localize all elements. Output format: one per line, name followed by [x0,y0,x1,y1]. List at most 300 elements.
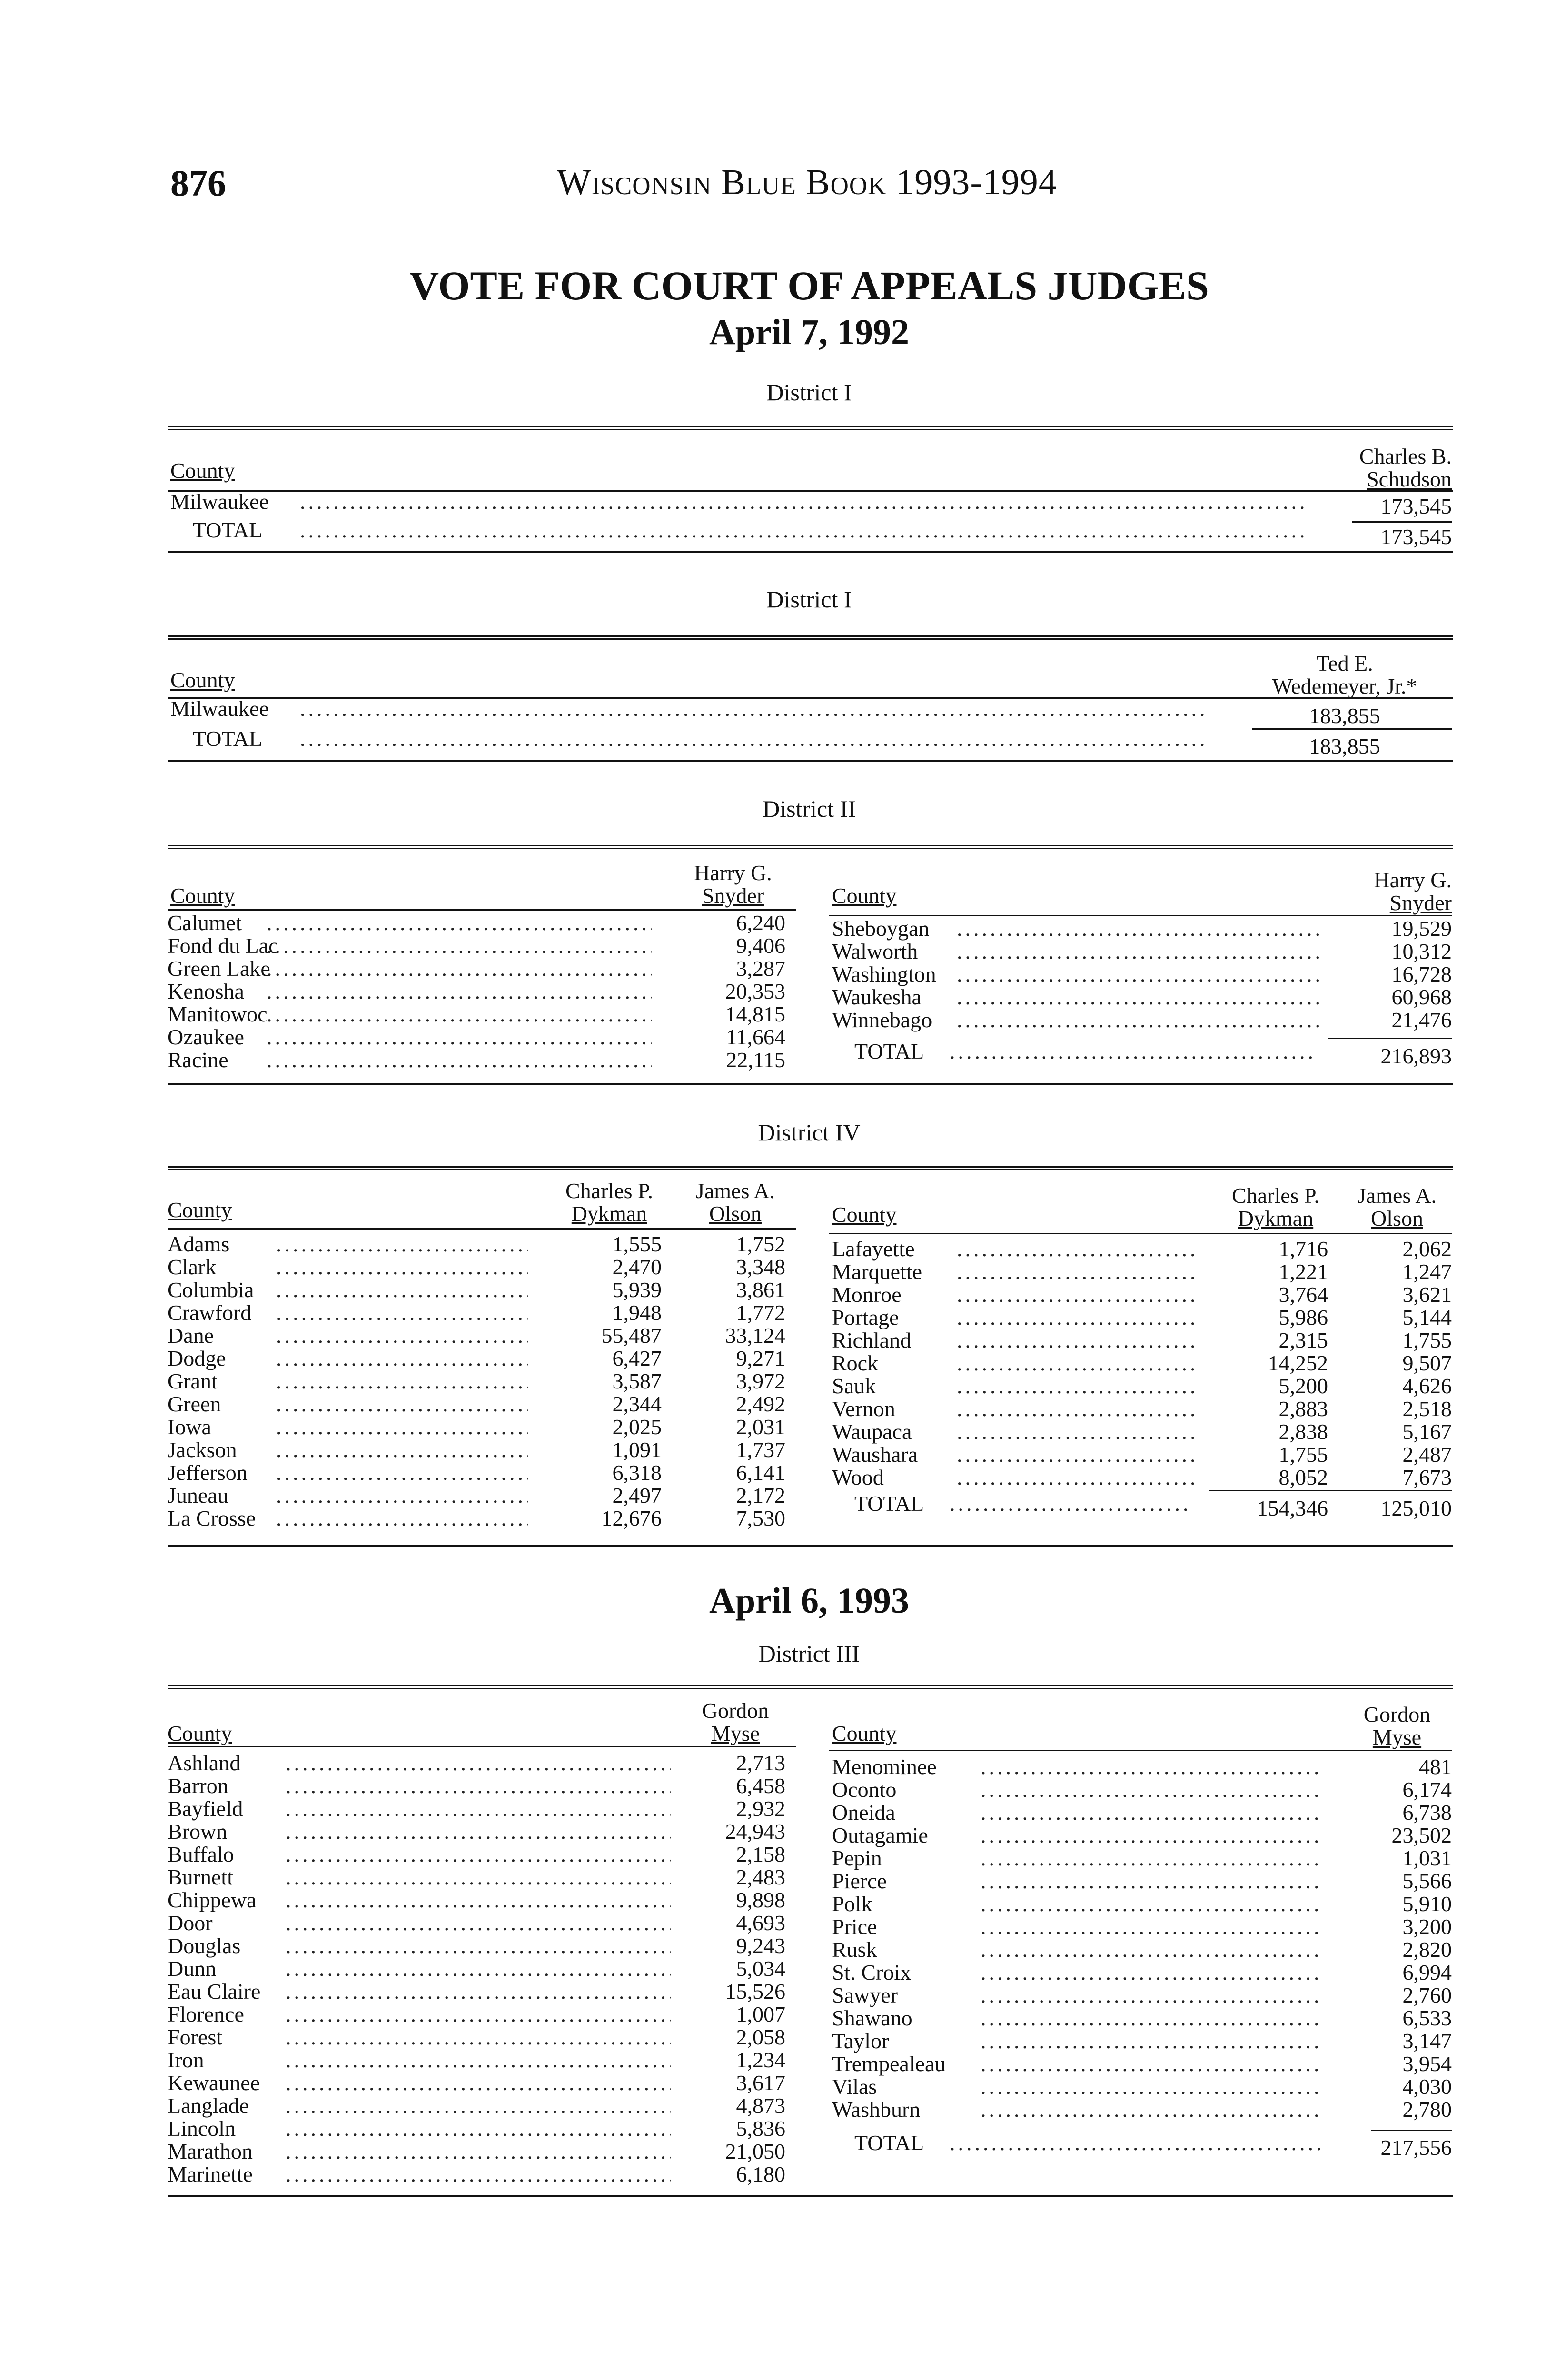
election-date-1993: April 6, 1993 [709,1581,910,1621]
county-name: Green [168,1392,221,1416]
dot-leader [957,1375,1195,1398]
total-label: TOTAL [854,1491,924,1516]
vote-count-dykman: 12,676 [601,1506,662,1530]
county-name: Calumet [168,911,242,935]
vote-count: 2,780 [1402,2097,1452,2122]
vote-count-olson: 9,507 [1402,1351,1452,1375]
dot-leader [286,1957,671,1980]
vote-count-olson: 2,172 [736,1483,785,1507]
dot-leader [286,1980,671,2003]
county-name: St. Croix [832,1960,912,1984]
dot-leader [981,2007,1323,2030]
county-name: Washington [832,962,936,986]
dot-leader [981,1755,1323,1778]
vote-count-olson: 7,530 [736,1506,785,1530]
vote-count: 4,030 [1402,2074,1452,2099]
county-name: Lafayette [832,1237,915,1261]
county-name: Burnett [168,1865,233,1889]
dot-leader [981,1915,1323,1938]
county-name: Adams [168,1232,230,1256]
vote-count-dykman: 55,487 [601,1323,662,1348]
candidate-name: Olson [1371,1206,1423,1230]
county-name: Taylor [832,2029,889,2053]
county-name: Monroe [832,1282,902,1307]
county-name: Forest [168,2025,222,2049]
vote-count-olson: 2,518 [1402,1397,1452,1421]
dot-leader [981,1870,1323,1893]
vote-count-olson: 4,626 [1402,1374,1452,1398]
dot-leader [276,1233,528,1256]
county-name: Vilas [832,2074,877,2099]
vote-count: 14,815 [725,1002,785,1026]
county-name: Richland [832,1328,912,1352]
county-name: Pepin [832,1846,882,1870]
vote-count-dykman: 1,755 [1278,1442,1328,1467]
county-name: Crawford [168,1300,252,1325]
county-name: Vernon [832,1397,895,1421]
candidate-name: Harry G. [1374,868,1452,892]
county-name: Chippewa [168,1888,257,1912]
vote-count: 2,820 [1402,1937,1452,1962]
dot-leader [981,1824,1323,1847]
dot-leader [286,1797,671,1820]
dot-leader [276,1461,528,1484]
table-bottom-rule [168,551,1453,553]
vote-count: 173,545 [1380,494,1452,518]
dot-leader [981,1893,1323,1915]
vote-count: 5,566 [1402,1869,1452,1893]
table-bottom-rule [168,760,1453,762]
county-name: Sheboygan [832,916,930,941]
district-heading: District IV [758,1119,861,1146]
dot-leader [957,963,1323,986]
vote-count: 16,728 [1391,962,1452,986]
vote-count: 20,353 [725,979,785,1003]
candidate-name: Dykman [571,1201,647,1226]
vote-count: 1,234 [736,2048,785,2072]
dot-leader [276,1438,528,1461]
vote-count-dykman: 14,252 [1268,1351,1328,1375]
dot-leader [276,1484,528,1507]
candidate-name: Schudson [1367,467,1452,491]
vote-count-olson: 1,737 [736,1438,785,1462]
vote-count-olson: 7,673 [1402,1465,1452,1489]
vote-count: 2,483 [736,1865,785,1889]
vote-count: 481 [1419,1755,1452,1779]
table-top-rule [168,635,1453,640]
candidate-name: Snyder [1389,891,1452,915]
dot-leader [267,1003,652,1026]
county-name: Milwaukee [170,696,269,721]
dot-leader [286,2140,671,2163]
county-name: Marquette [832,1259,922,1284]
dot-leader [957,1443,1195,1466]
dot-leader [957,1466,1195,1489]
total-votes: 216,893 [1380,1044,1452,1068]
dot-leader [267,1049,652,1071]
vote-count: 5,910 [1402,1892,1452,1916]
candidate-name: James A. [695,1179,775,1203]
county-name: Walworth [832,939,918,963]
dot-leader [957,986,1323,1009]
dot-leader [286,2049,671,2072]
county-name: Bayfield [168,1796,243,1821]
column-header-county: County [832,1202,897,1227]
dot-leader [286,1934,671,1957]
dot-leader [981,1938,1323,1961]
district-heading: District II [763,795,856,822]
column-header-county: County [832,1721,897,1745]
dot-leader [286,2163,671,2186]
dot-leader [957,1352,1195,1375]
county-name: Kenosha [168,979,244,1003]
vote-count: 11,664 [726,1025,785,1049]
page-header [0,162,1546,214]
dot-leader [286,1752,671,1775]
column-header-county: County [832,883,897,908]
total-votes-olson: 125,010 [1380,1496,1452,1520]
vote-count-dykman: 6,427 [612,1346,662,1370]
column-header-county: County [168,1198,232,1222]
vote-count-dykman: 1,716 [1278,1237,1328,1261]
vote-count-olson: 2,492 [736,1392,785,1416]
county-name: Douglas [168,1934,241,1958]
dot-leader [276,1416,528,1438]
vote-count-dykman: 3,764 [1278,1282,1328,1307]
district-heading: District I [766,379,852,406]
dot-leader [981,1984,1323,2007]
county-name: Iowa [168,1415,211,1439]
column-header-county: County [170,883,235,908]
total-label: TOTAL [854,2131,924,2155]
dot-leader [276,1279,528,1301]
dot-leader [957,1238,1195,1260]
county-name: Florence [168,2002,244,2026]
dot-leader [286,2094,671,2117]
candidate-name: Gordon [702,1698,769,1723]
vote-count-dykman: 2,497 [612,1483,662,1507]
dot-leader [957,940,1323,963]
dot-leader [276,1370,528,1393]
dot-leader [267,980,652,1003]
vote-count: 6,174 [1402,1777,1452,1802]
total-label: TOTAL [193,726,263,751]
county-name: Clark [168,1255,217,1279]
candidate-name: James A. [1357,1183,1437,1208]
county-name: Rusk [832,1937,877,1962]
total-label: TOTAL [854,1039,924,1063]
dot-leader [286,1820,671,1843]
county-name: Door [168,1911,213,1935]
candidate-name: Myse [1372,1725,1422,1749]
vote-count: 21,050 [725,2139,785,2163]
candidate-name: Harry G. [694,861,772,885]
dot-leader [276,1256,528,1279]
dot-leader [276,1347,528,1370]
vote-count: 4,693 [736,1911,785,1935]
county-name: Price [832,1914,877,1939]
county-name: Green Lake [168,956,270,981]
vote-count-dykman: 1,221 [1278,1259,1328,1284]
dot-leader [286,1775,671,1797]
vote-count: 5,836 [736,2116,785,2141]
vote-count-olson: 3,348 [736,1255,785,1279]
vote-count-dykman: 2,470 [612,1255,662,1279]
total-votes: 183,855 [1309,734,1380,758]
vote-count-dykman: 2,838 [1278,1419,1328,1444]
page-number: 876 [170,162,226,204]
vote-count: 3,200 [1402,1914,1452,1939]
vote-count: 23,502 [1391,1823,1452,1847]
vote-count: 2,158 [736,1842,785,1866]
county-name: Waupaca [832,1419,912,1444]
vote-count-olson: 1,772 [736,1300,785,1325]
vote-count-olson: 1,247 [1402,1259,1452,1284]
dot-leader [981,1801,1323,1824]
vote-count-dykman: 2,315 [1278,1328,1328,1352]
county-name: Grant [168,1369,218,1393]
county-name: Fond du Lac [168,933,278,958]
vote-count: 21,476 [1391,1008,1452,1032]
column-header-county: County [170,668,235,692]
vote-count-dykman: 6,318 [612,1460,662,1485]
dot-leader [267,957,652,980]
dot-leader [286,1843,671,1866]
vote-count: 1,031 [1402,1846,1452,1870]
vote-count: 4,873 [736,2093,785,2118]
vote-count: 2,713 [736,1751,785,1775]
county-name: Trempealeau [832,2052,946,2076]
total-label: TOTAL [193,518,263,542]
vote-count: 6,994 [1402,1960,1452,1984]
county-name: Sauk [832,1374,876,1398]
county-name: Racine [168,1048,228,1072]
county-name: Milwaukee [170,489,269,514]
candidate-name: Ted E. [1316,651,1373,675]
vote-count: 3,954 [1402,2052,1452,2076]
candidate-name: Charles P. [565,1179,653,1203]
county-name: Lincoln [168,2116,236,2141]
table-bottom-rule [168,1545,1453,1547]
dot-leader [981,1778,1323,1801]
county-name: Oneida [832,1800,895,1825]
column-header-county: County [168,1721,232,1745]
vote-count-dykman: 5,200 [1278,1374,1328,1398]
vote-count: 3,287 [736,956,785,981]
candidate-name: Dykman [1238,1206,1314,1230]
total-votes: 173,545 [1380,525,1452,549]
vote-count-olson: 1,755 [1402,1328,1452,1352]
vote-count: 19,529 [1391,916,1452,941]
district-heading: District I [766,586,852,613]
county-name: Columbia [168,1278,254,1302]
vote-count: 22,115 [726,1048,785,1072]
vote-count: 3,617 [736,2071,785,2095]
vote-count: 1,007 [736,2002,785,2026]
running-head: Wisconsin Blue Book 1993-1994 [557,162,1057,202]
county-name: Waushara [832,1442,918,1467]
dot-leader [267,912,652,934]
vote-count-dykman: 2,883 [1278,1397,1328,1421]
dot-leader [276,1393,528,1416]
vote-count-olson: 3,861 [736,1278,785,1302]
dot-leader [286,2117,671,2140]
vote-count-olson: 9,271 [736,1346,785,1370]
table-bottom-rule [168,2195,1453,2197]
vote-count: 60,968 [1391,985,1452,1009]
county-name: Iron [168,2048,204,2072]
dot-leader [286,2003,671,2026]
county-name: Winnebago [832,1008,932,1032]
dot-leader [276,1301,528,1324]
vote-count: 9,243 [736,1934,785,1958]
county-name: Jackson [168,1438,237,1462]
county-name: Pierce [832,1869,887,1893]
county-name: Ashland [168,1751,241,1775]
candidate-name: Gordon [1363,1702,1431,1726]
vote-count: 183,855 [1309,704,1380,728]
dot-leader [276,1324,528,1347]
dot-leader [981,1847,1323,1870]
county-name: Waukesha [832,985,922,1009]
county-name: Outagamie [832,1823,928,1847]
vote-count-olson: 2,487 [1402,1442,1452,1467]
table-bottom-rule [168,1083,1453,1085]
vote-count: 5,034 [736,1956,785,1981]
table-top-rule [168,426,1453,430]
vote-count-olson: 1,752 [736,1232,785,1256]
county-name: Ozaukee [168,1025,244,1049]
county-name: Menominee [832,1755,937,1779]
county-name: Barron [168,1774,228,1798]
vote-count-dykman: 5,986 [1278,1305,1328,1329]
total-votes-dykman: 154,346 [1257,1496,1328,1520]
county-name: Dane [168,1323,214,1348]
vote-count: 6,180 [736,2162,785,2186]
election-date-1992: April 7, 1992 [709,312,910,352]
vote-count-dykman: 1,555 [612,1232,662,1256]
vote-count-olson: 3,621 [1402,1282,1452,1307]
vote-count: 9,898 [736,1888,785,1912]
dot-leader [957,1009,1323,1031]
vote-count-dykman: 5,939 [612,1278,662,1302]
county-name: Washburn [832,2097,921,2122]
dot-leader [957,1329,1195,1352]
county-name: Manitowoc [168,1002,268,1026]
vote-count-olson: 5,167 [1402,1419,1452,1444]
vote-count-olson: 2,062 [1402,1237,1452,1261]
county-name: Brown [168,1819,228,1844]
dot-leader [286,2026,671,2049]
county-name: La Crosse [168,1506,256,1530]
vote-count-olson: 5,144 [1402,1305,1452,1329]
county-name: Polk [832,1892,872,1916]
county-name: Marathon [168,2139,253,2163]
dot-leader [286,1889,671,1912]
vote-count-dykman: 1,091 [612,1438,662,1462]
county-name: Oconto [832,1777,897,1802]
vote-count-dykman: 1,948 [612,1300,662,1325]
table-top-rule [168,1685,1453,1689]
column-header-county: County [170,458,235,483]
vote-count: 15,526 [725,1979,785,2003]
vote-count: 6,738 [1402,1800,1452,1825]
dot-leader [957,1306,1195,1329]
candidate-name: Charles B. [1359,444,1452,468]
vote-count: 10,312 [1391,939,1452,963]
county-name: Wood [832,1465,884,1489]
county-name: Marinette [168,2162,253,2186]
county-name: Langlade [168,2093,249,2118]
county-name: Eau Claire [168,1979,261,2003]
total-votes: 217,556 [1380,2135,1452,2160]
candidate-name: Myse [711,1721,760,1745]
county-name: Rock [832,1351,879,1375]
vote-count: 24,943 [725,1819,785,1844]
vote-count: 6,458 [736,1774,785,1798]
vote-count: 9,406 [736,933,785,958]
dot-leader [957,1420,1195,1443]
vote-count-olson: 3,972 [736,1369,785,1393]
county-name: Dodge [168,1346,226,1370]
district-heading: District III [758,1640,860,1667]
county-name: Sawyer [832,1983,898,2007]
county-name: Portage [832,1305,899,1329]
county-name: Dunn [168,1956,217,1981]
candidate-name: Olson [709,1201,762,1226]
vote-count-olson: 2,031 [736,1415,785,1439]
vote-count: 3,147 [1402,2029,1452,2053]
dot-leader [981,2075,1323,2098]
county-name: Buffalo [168,1842,234,1866]
dot-leader [276,1507,528,1530]
vote-count: 2,932 [736,1796,785,1821]
dot-leader [286,1912,671,1934]
vote-count: 2,760 [1402,1983,1452,2007]
dot-leader [286,2072,671,2094]
table-top-rule [168,1166,1453,1170]
county-name: Juneau [168,1483,228,1507]
dot-leader [981,2030,1323,2053]
county-name: Kewaunee [168,2071,260,2095]
dot-leader [981,2053,1323,2075]
candidate-name: Snyder [702,883,764,908]
county-name: Shawano [832,2006,912,2030]
dot-leader [957,1283,1195,1306]
dot-leader [957,1260,1195,1283]
dot-leader [981,1961,1323,1984]
candidate-name: Wedemeyer, Jr.* [1272,674,1417,698]
vote-count-olson: 6,141 [736,1460,785,1485]
table-top-rule [168,845,1453,849]
vote-count-dykman: 3,587 [612,1369,662,1393]
vote-count-dykman: 8,052 [1278,1465,1328,1489]
vote-count-dykman: 2,344 [612,1392,662,1416]
dot-leader [981,2098,1323,2121]
vote-count-olson: 33,124 [725,1323,785,1348]
vote-count: 6,240 [736,911,785,935]
county-name: Jefferson [168,1460,248,1485]
page-title: VOTE FOR COURT OF APPEALS JUDGES [409,263,1209,308]
candidate-name: Charles P. [1232,1183,1319,1208]
dot-leader [267,934,652,957]
vote-count: 2,058 [736,2025,785,2049]
vote-count-dykman: 2,025 [612,1415,662,1439]
vote-count: 6,533 [1402,2006,1452,2030]
dot-leader [957,917,1323,940]
dot-leader [286,1866,671,1889]
dot-leader [957,1398,1195,1420]
